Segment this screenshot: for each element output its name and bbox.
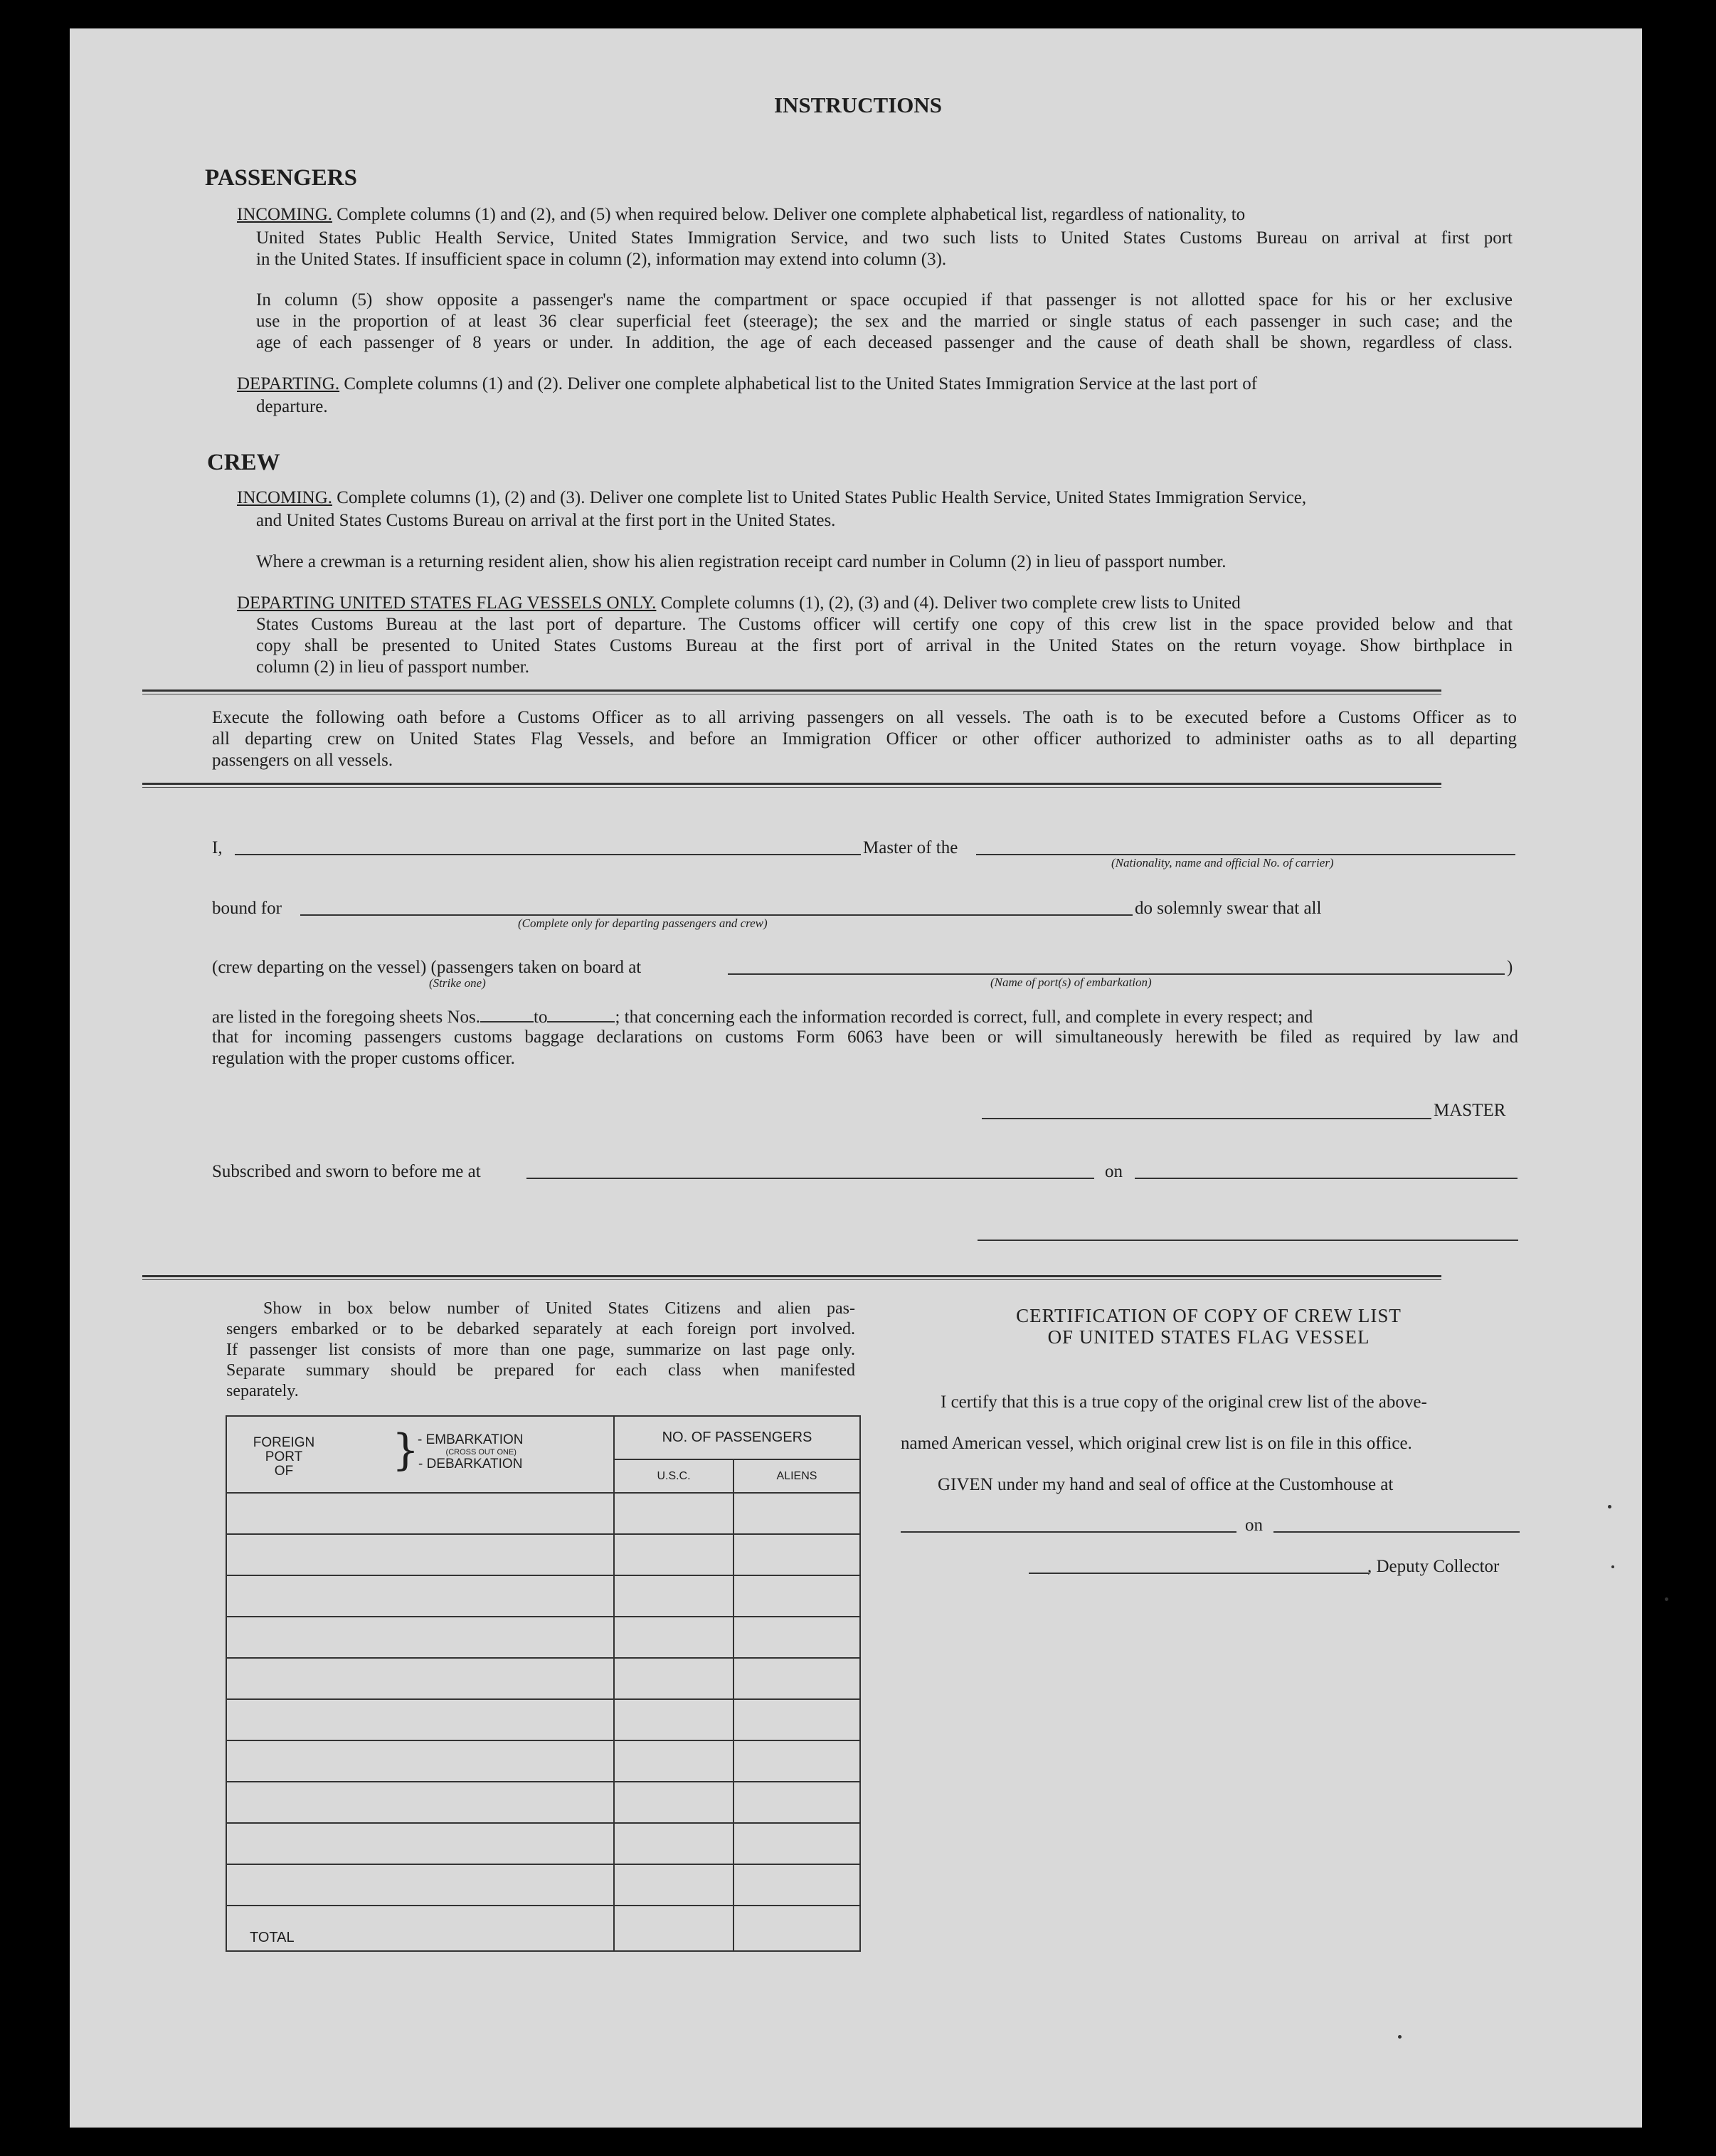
passengers-departing-text-2: departure. [256,397,328,416]
summary-row [226,1823,860,1864]
passengers-column5-text-3: age of each passenger of 8 years or under. In addition, the age of each deceased passenger and the cause of death shall be shown, regardless of class. [256,333,1513,352]
port-cell[interactable] [226,1575,614,1617]
master-of-label: Master of the [863,838,958,857]
crew-departing-label: DEPARTING UNITED STATES FLAG VESSELS ONLY. [237,593,657,613]
aliens-cell[interactable] [733,1740,860,1782]
usc-header: U.S.C. [614,1459,733,1493]
passengers-column5-text-2: use in the proportion of at least 36 clear superficial feet (steerage); the sex and the married or single status of each passenger in such case; and the [256,312,1513,331]
aliens-cell[interactable] [733,1617,860,1658]
usc-cell[interactable] [614,1740,733,1782]
port-cell[interactable] [226,1617,614,1658]
port-cell[interactable] [226,1782,614,1823]
oath-intro-1: Execute the following oath before a Customs Officer as to all arriving passengers on all vessels. The oath is to be executed before a Customs Officer as to [212,708,1517,727]
certification-text-1: I certify that this is a true copy of the original crew list of the above- [941,1393,1427,1412]
crew-departing-text-3: copy shall be presented to United States Customs Bureau at the first port of arrival in the United States on the return voyage. Show birthplace in [256,636,1513,655]
crew-departing-text-4: column (2) in lieu of passport number. [256,657,529,677]
port-cell[interactable] [226,1534,614,1575]
embarkation-label: - EMBARKATION [418,1432,524,1447]
master-signature-field[interactable] [982,1118,1431,1119]
passengers-incoming-text-1: Complete columns (1) and (2), and (5) when required below. Deliver one complete alphabetical list, regardless of nationality, to [337,205,1246,224]
oath-intro-3: passengers on all vessels. [212,751,393,770]
embarkation-header [418,1433,524,1471]
passengers-heading: PASSENGERS [205,165,357,191]
crew-incoming-text-2: and United States Customs Bureau on arrival at the first port in the United States. [256,511,836,530]
aliens-header: ALIENS [733,1459,860,1493]
usc-cell[interactable] [614,1658,733,1699]
sheets-rest: ; that concerning each the information recorded is correct, full, and complete in every respect; and [615,1008,1313,1027]
oath-intro-2: all departing crew on United States Flag Vessels, and before an Immigration Officer or other officer authorized to administer oaths as to all departing [212,729,1517,749]
port-cell[interactable] [226,1823,614,1864]
foreign-port-header-l2: PORT [265,1449,303,1464]
foreign-port-header [227,1436,341,1479]
strike-caption: (Strike one) [429,976,486,990]
embarkation-ports-field[interactable] [728,973,1505,975]
sheets-line [212,1005,1518,1028]
aliens-cell[interactable] [733,1823,860,1864]
sheets-from-field[interactable] [480,1005,534,1022]
sheets-label: are listed in the foregoing sheets Nos. [212,1008,480,1027]
certification-title-l1: CERTIFICATION OF COPY OF CREW LIST [1016,1305,1402,1326]
foreign-port-header-l1: FOREIGN [253,1435,315,1450]
passengers-incoming-text-2: United States Public Health Service, United States Immigration Service, and two such lists to United States Customs Bureau on arrival at first port [256,228,1513,248]
passengers-incoming-line1 [237,204,1513,226]
usc-cell[interactable] [614,1534,733,1575]
aliens-cell[interactable] [733,1493,860,1534]
crew-incoming-line1 [237,487,1306,509]
port-cell[interactable] [226,1740,614,1782]
speck-mark [1398,2035,1402,2039]
crew-resident-note: Where a crewman is a returning resident alien, show his alien registration receipt card number in Column (2) in lieu of passport number. [256,552,1227,571]
divider-3b [142,1279,1441,1280]
passengers-incoming-label: INCOMING. [237,205,333,224]
speck-mark [1665,1597,1668,1601]
divider-2b [142,787,1441,788]
speck-mark [1611,1565,1614,1568]
summary-note-2: sengers embarked or to be debarked separately at each foreign port involved. [226,1320,855,1338]
passengers-departing-label: DEPARTING. [237,374,340,393]
summary-row [226,1534,860,1575]
summary-row [226,1782,860,1823]
usc-cell[interactable] [614,1617,733,1658]
aliens-cell[interactable] [733,1658,860,1699]
total-row [226,1906,860,1951]
divider-2 [142,783,1441,785]
official-signature-field[interactable] [978,1240,1518,1241]
carrier-caption: (Nationality, name and official No. of carrier) [1111,856,1334,870]
summary-note-1: Show in box below number of United States Citizens and alien pas- [263,1299,855,1318]
sheets-to-field[interactable] [547,1005,615,1022]
brace-icon: } [392,1425,420,1475]
passengers-incoming-text-3: in the United States. If insufficient space in column (2), information may extend into column (3). [256,250,947,269]
bound-for-label: bound for [212,899,282,918]
certification-text-2: named American vessel, which original crew list is on file in this office. [901,1434,1412,1453]
summary-row [226,1493,860,1534]
usc-cell[interactable] [614,1823,733,1864]
crew-heading: CREW [207,450,280,475]
subscribed-place-field[interactable] [526,1178,1094,1179]
usc-cell[interactable] [614,1493,733,1534]
port-header-cell [226,1416,614,1493]
master-signature-label: MASTER [1434,1101,1506,1120]
usc-cell[interactable] [614,1575,733,1617]
usc-cell[interactable] [614,1864,733,1906]
bound-caption: (Complete only for departing passengers and crew) [518,916,768,930]
aliens-cell[interactable] [733,1534,860,1575]
deputy-collector-label: , Deputy Collector [1367,1557,1500,1576]
customhouse-field[interactable] [901,1531,1236,1533]
certification-date-field[interactable] [1273,1531,1520,1533]
crew-incoming-label: INCOMING. [237,488,333,507]
oath-declaration-2: that for incoming passengers customs baggage declarations on customs Form 6063 have been or will simultaneously herewith be filed as required by law and [212,1027,1518,1047]
aliens-cell[interactable] [733,1575,860,1617]
port-cell[interactable] [226,1493,614,1534]
divider-3 [142,1275,1441,1277]
page-title: INSTRUCTIONS [773,93,942,117]
summary-rows [226,1493,860,1906]
crew-incoming-text-1: Complete columns (1), (2) and (3). Deliver one complete list to United States Public Health Service, United States Immigration Service, [337,488,1307,507]
summary-note-3: If passenger list consists of more than one page, summarize on last page only. [226,1341,855,1359]
aliens-cell[interactable] [733,1864,860,1906]
bound-for-field[interactable] [300,914,1133,916]
crew-departing-text-1: Complete columns (1), (2), (3) and (4). Deliver two complete crew lists to United [660,593,1241,613]
sheets-to-label: to [534,1008,548,1027]
aliens-cell[interactable] [733,1782,860,1823]
usc-cell[interactable] [614,1782,733,1823]
no-passengers-header: NO. OF PASSENGERS [614,1416,860,1459]
cross-out-label: (CROSS OUT ONE) [445,1448,517,1457]
port-cell[interactable] [226,1864,614,1906]
summary-note-4: Separate summary should be prepared for each class when manifested [226,1361,855,1380]
total-label: TOTAL [226,1906,614,1951]
port-cell[interactable] [226,1699,614,1740]
close-paren: ) [1507,958,1513,977]
passengers-column5-text-1: In column (5) show opposite a passenger's name the compartment or space occupied if that passenger is not allotted space for his or her exclusive [256,290,1513,310]
summary-row [226,1699,860,1740]
aliens-cell[interactable] [733,1699,860,1740]
certification-title [901,1305,1517,1348]
speck-mark [1608,1505,1611,1508]
certification-on-label: on [1245,1516,1263,1535]
usc-cell[interactable] [614,1699,733,1740]
passengers-departing-line1 [237,374,1257,395]
total-aliens-cell[interactable] [733,1906,860,1951]
deputy-signature-field[interactable] [1029,1573,1369,1574]
subscribed-date-field[interactable] [1135,1178,1518,1179]
summary-row [226,1658,860,1699]
summary-note-5: separately. [226,1382,299,1400]
subscribed-on-label: on [1105,1162,1123,1181]
foreign-port-header-l3: OF [274,1464,294,1479]
carrier-field[interactable] [976,854,1515,855]
summary-row [226,1617,860,1658]
summary-row [226,1575,860,1617]
crew-departing-text-2: States Customs Bureau at the last port of departure. The Customs officer will certify one copy of this crew list in the space provided below and that [256,615,1513,634]
certification-title-l2: OF UNITED STATES FLAG VESSEL [1047,1326,1370,1348]
subscribed-label: Subscribed and sworn to before me at [212,1162,481,1181]
ports-caption: (Name of port(s) of embarkation) [990,976,1152,989]
debarkation-label: - DEBARKATION [418,1457,523,1471]
passengers-departing-text-1: Complete columns (1) and (2). Deliver one complete alphabetical list to the United States Immigration Service at the last port of [344,374,1258,393]
crew-departing-vessel-label: (crew departing on the vessel) (passengers taken on board at [212,958,642,977]
certification-given: GIVEN under my hand and seal of office at the Customhouse at [938,1475,1394,1494]
total-usc-cell[interactable] [614,1906,733,1951]
port-cell[interactable] [226,1658,614,1699]
oath-declaration-3: regulation with the proper customs officer. [212,1049,515,1068]
divider-1 [142,689,1441,692]
summary-row [226,1864,860,1906]
swear-label: do solemnly swear that all [1135,899,1322,918]
summary-row [226,1740,860,1782]
crew-departing-line1 [237,593,1241,614]
oath-i-label: I, [212,838,223,857]
master-name-field[interactable] [235,854,861,855]
